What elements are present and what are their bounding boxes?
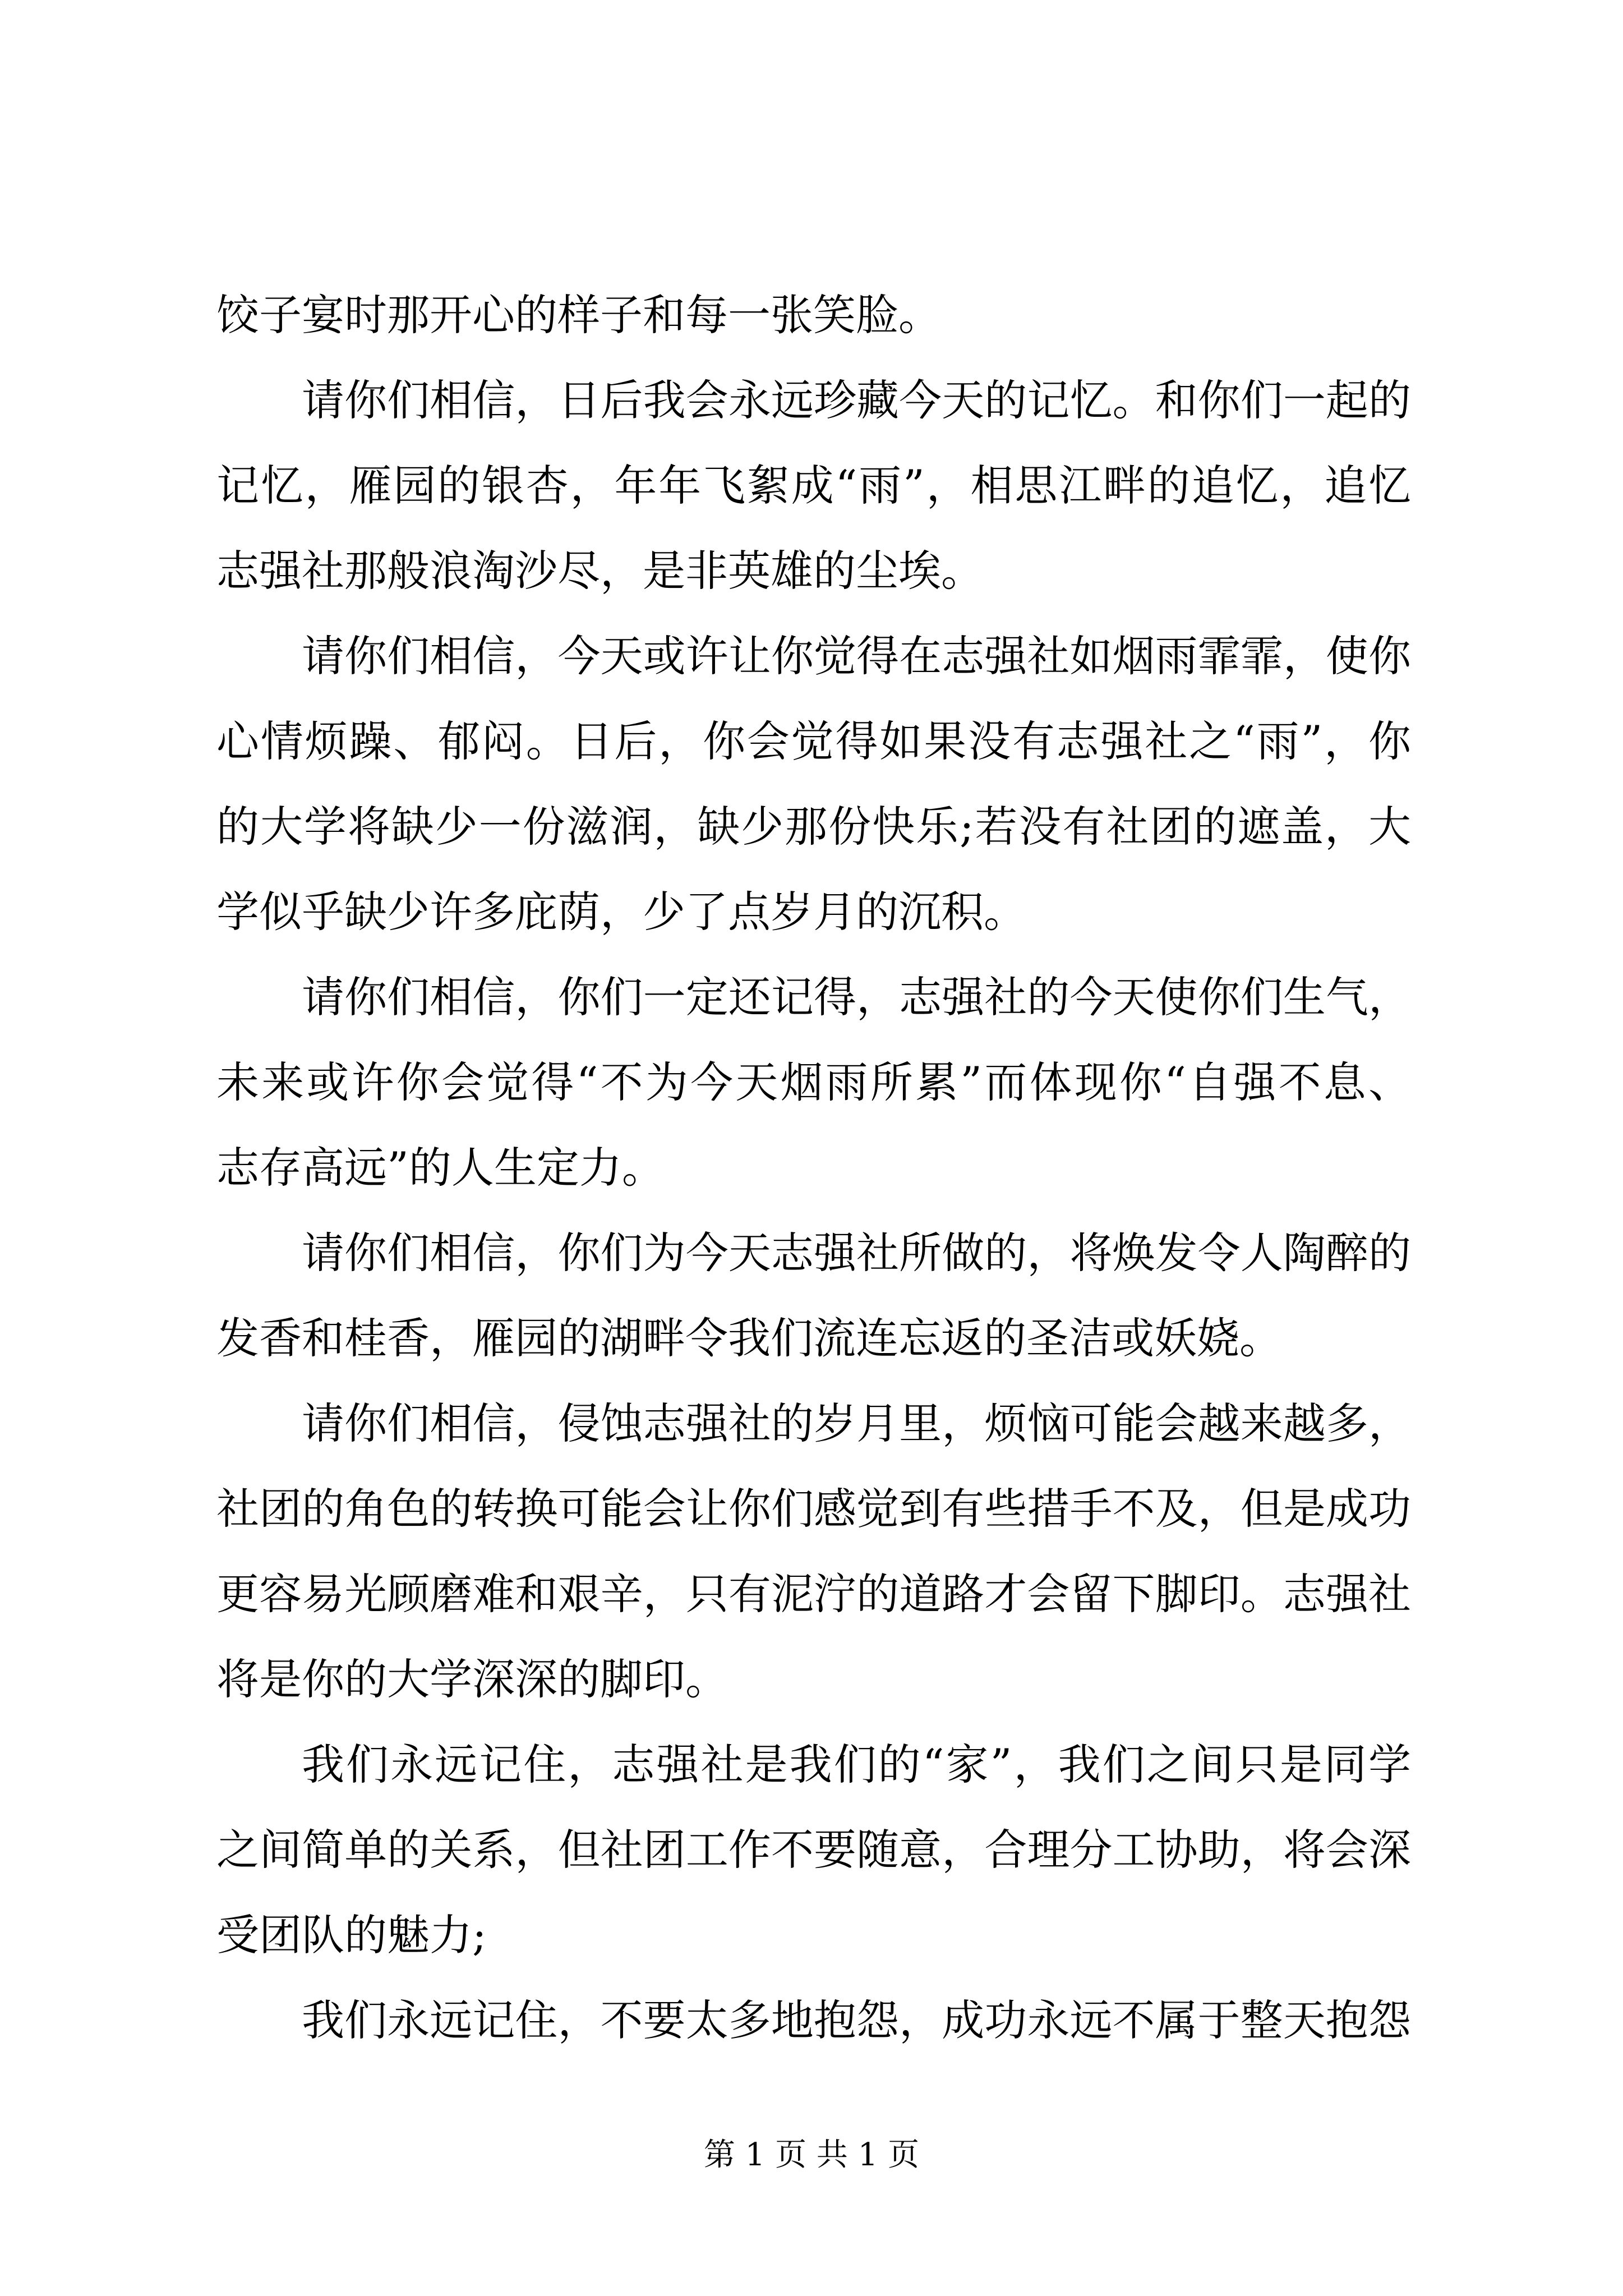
text-line: 之间简单的关系，但社团工作不要随意，合理分工协助，将会深 [216, 1825, 1411, 1875]
text-line: 请你们相信，日后我会永远珍藏今天的记忆。和你们一起的 [302, 375, 1411, 425]
text-line: 请你们相信，你们一定还记得，志强社的今天使你们生气， [302, 972, 1411, 1022]
text-line: 学似乎缺少许多庇荫，少了点岁月的沉积。 [216, 887, 1026, 937]
text-line: 受团队的魅力; [216, 1910, 487, 1960]
text-line: 饺子宴时那开心的样子和每一张笑脸。 [216, 290, 941, 340]
text-line: 记忆，雁园的银杏，年年飞絮成“雨”，相思江畔的追忆，追忆 [216, 461, 1411, 510]
text-line: 请你们相信，今天或许让你觉得在志强社如烟雨霏霏，使你 [302, 631, 1411, 681]
text-line: 的大学将缺少一份滋润，缺少那份快乐;若没有社团的遮盖，大 [216, 802, 1411, 852]
text-line: 未来或许你会觉得“不为今天烟雨所累”而体现你“自强不息、 [216, 1057, 1411, 1107]
text-line: 请你们相信，你们为今天志强社所做的，将焕发令人陶醉的 [302, 1228, 1411, 1278]
text-line: 我们永远记住，志强社是我们的“家”，我们之间只是同学 [302, 1740, 1411, 1789]
page-footer: 第 1 页 共 1 页 [703, 2137, 920, 2173]
text-line: 社团的角色的转换可能会让你们感觉到有些措手不及，但是成功 [216, 1484, 1411, 1534]
text-line: 更容易光顾磨难和艰辛，只有泥泞的道路才会留下脚印。志强社 [216, 1569, 1411, 1619]
document-body [216, 273, 1411, 2063]
text-line: 发香和桂香，雁园的湖畔令我们流连忘返的圣洁或妖娆。 [216, 1313, 1282, 1363]
text-line: 心情烦躁、郁闷。日后，你会觉得如果没有志强社之“雨”，你 [216, 716, 1411, 766]
text-line: 志强社那般浪淘沙尽，是非英雄的尘埃。 [216, 546, 984, 596]
text-line: 我们永远记住，不要太多地抱怨，成功永远不属于整天抱怨 [302, 1995, 1411, 2045]
text-line: 志存高远”的人生定力。 [216, 1143, 665, 1193]
text-line: 将是你的大学深深的脚印。 [216, 1654, 728, 1704]
text-line: 请你们相信，侵蚀志强社的岁月里，烦恼可能会越来越多， [302, 1398, 1411, 1448]
